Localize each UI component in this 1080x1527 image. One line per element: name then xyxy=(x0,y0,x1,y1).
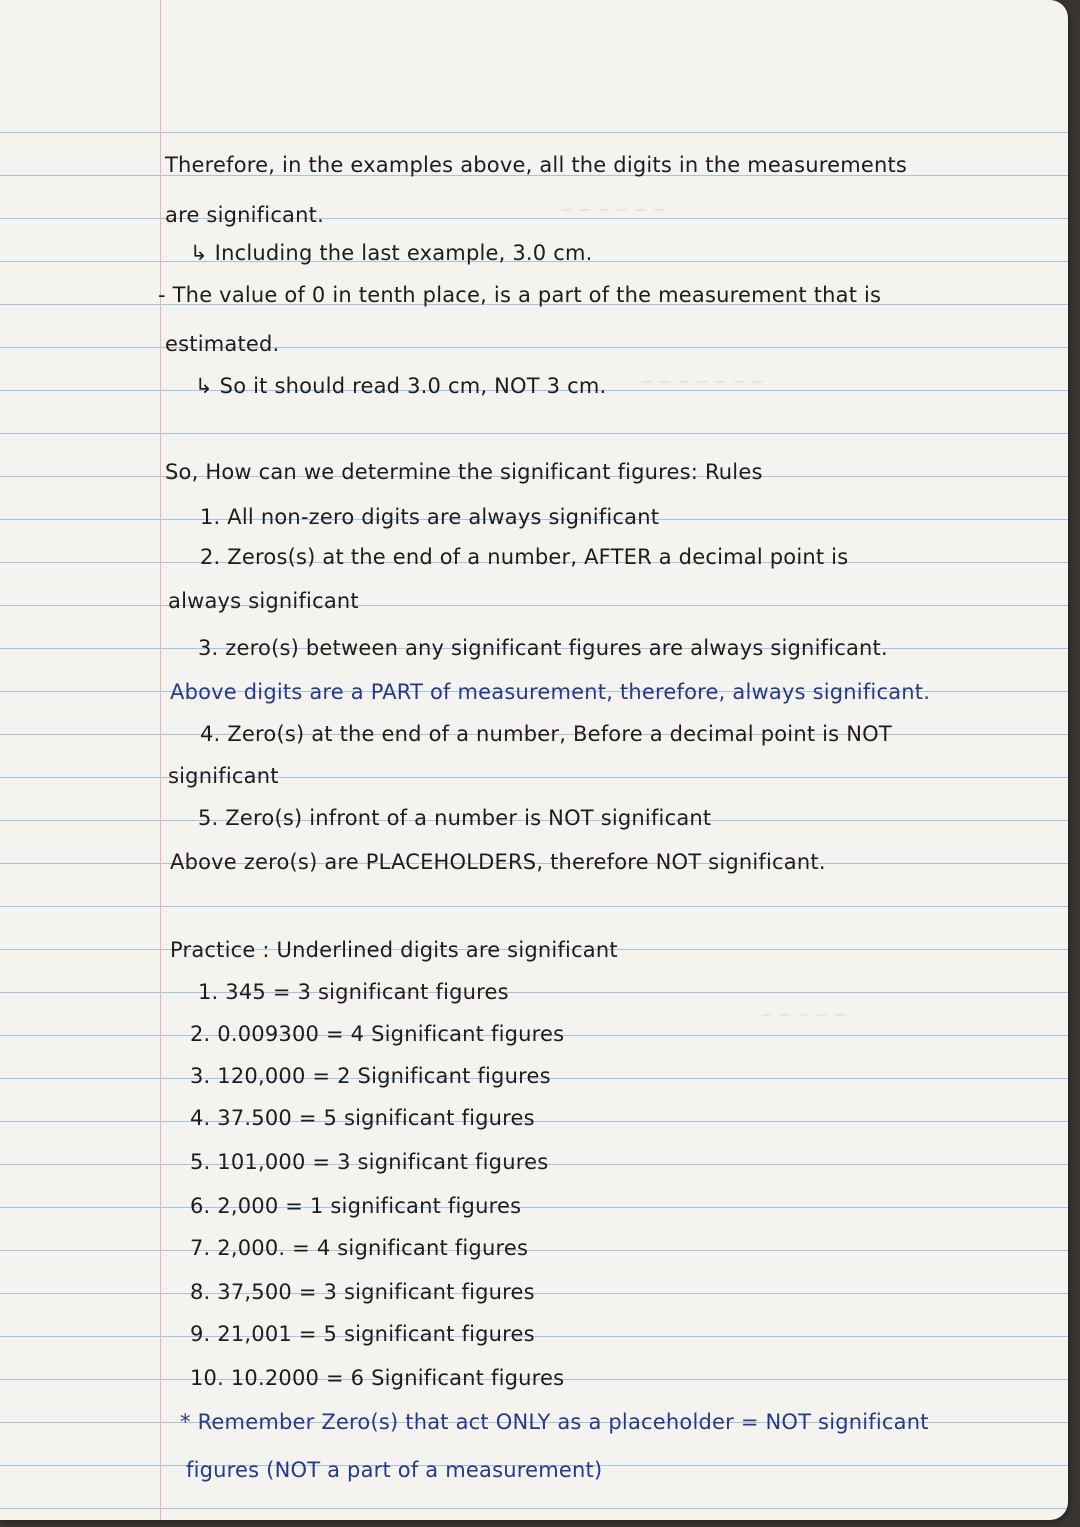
practice-item: 10. 10.2000 = 6 Significant figures xyxy=(190,1366,565,1390)
practice-item: 6. 2,000 = 1 significant figures xyxy=(190,1194,522,1218)
note-line: estimated. xyxy=(165,332,280,356)
rule-item: always significant xyxy=(168,589,359,613)
bleed-through: ~ ~ ~ ~ ~ xyxy=(760,1005,848,1024)
practice-item: 2. 0.009300 = 4 Significant figures xyxy=(190,1022,565,1046)
note-line: ↳ Including the last example, 3.0 cm. xyxy=(190,241,593,265)
practice-heading: Practice : Underlined digits are significant xyxy=(170,938,618,962)
placeholder-note: Above zero(s) are PLACEHOLDERS, therefore NOT significant. xyxy=(170,850,826,874)
rule-item: significant xyxy=(168,764,279,788)
note-line: Therefore, in the examples above, all the digits in the measurements xyxy=(165,153,908,177)
practice-item: 9. 21,001 = 5 significant figures xyxy=(190,1322,535,1346)
practice-item: 5. 101,000 = 3 significant figures xyxy=(190,1150,549,1174)
blue-note: Above digits are a PART of measurement, therefore, always significant. xyxy=(170,680,931,704)
rule-item: 2. Zeros(s) at the end of a number, AFTER a decimal point is xyxy=(200,545,849,569)
remember-note: figures (NOT a part of a measurement) xyxy=(186,1458,603,1482)
rule-item: 5. Zero(s) infront of a number is NOT significant xyxy=(198,806,712,830)
practice-item: 7. 2,000. = 4 significant figures xyxy=(190,1236,529,1260)
bleed-through: ~ ~ ~ ~ ~ ~ ~ xyxy=(640,372,765,391)
note-line: are significant. xyxy=(165,203,324,227)
practice-item: 8. 37,500 = 3 significant figures xyxy=(190,1280,535,1304)
rule-item: 3. zero(s) between any significant figures are always significant. xyxy=(198,636,888,660)
practice-item: 1. 345 = 3 significant figures xyxy=(198,980,509,1004)
rule-item: 1. All non-zero digits are always significant xyxy=(200,505,660,529)
rule-item: 4. Zero(s) at the end of a number, Before a decimal point is NOT xyxy=(200,722,892,746)
remember-note: * Remember Zero(s) that act ONLY as a placeholder = NOT significant xyxy=(180,1410,929,1434)
bleed-through: ~ ~ ~ ~ ~ ~ xyxy=(560,200,666,219)
note-line: - The value of 0 in tenth place, is a part of the measurement that is xyxy=(158,283,882,307)
margin-line xyxy=(160,0,161,1520)
practice-item: 3. 120,000 = 2 Significant figures xyxy=(190,1064,551,1088)
rules-heading: So, How can we determine the significant figures: Rules xyxy=(165,460,763,484)
practice-item: 4. 37.500 = 5 significant figures xyxy=(190,1106,535,1130)
note-line: ↳ So it should read 3.0 cm, NOT 3 cm. xyxy=(195,374,607,398)
